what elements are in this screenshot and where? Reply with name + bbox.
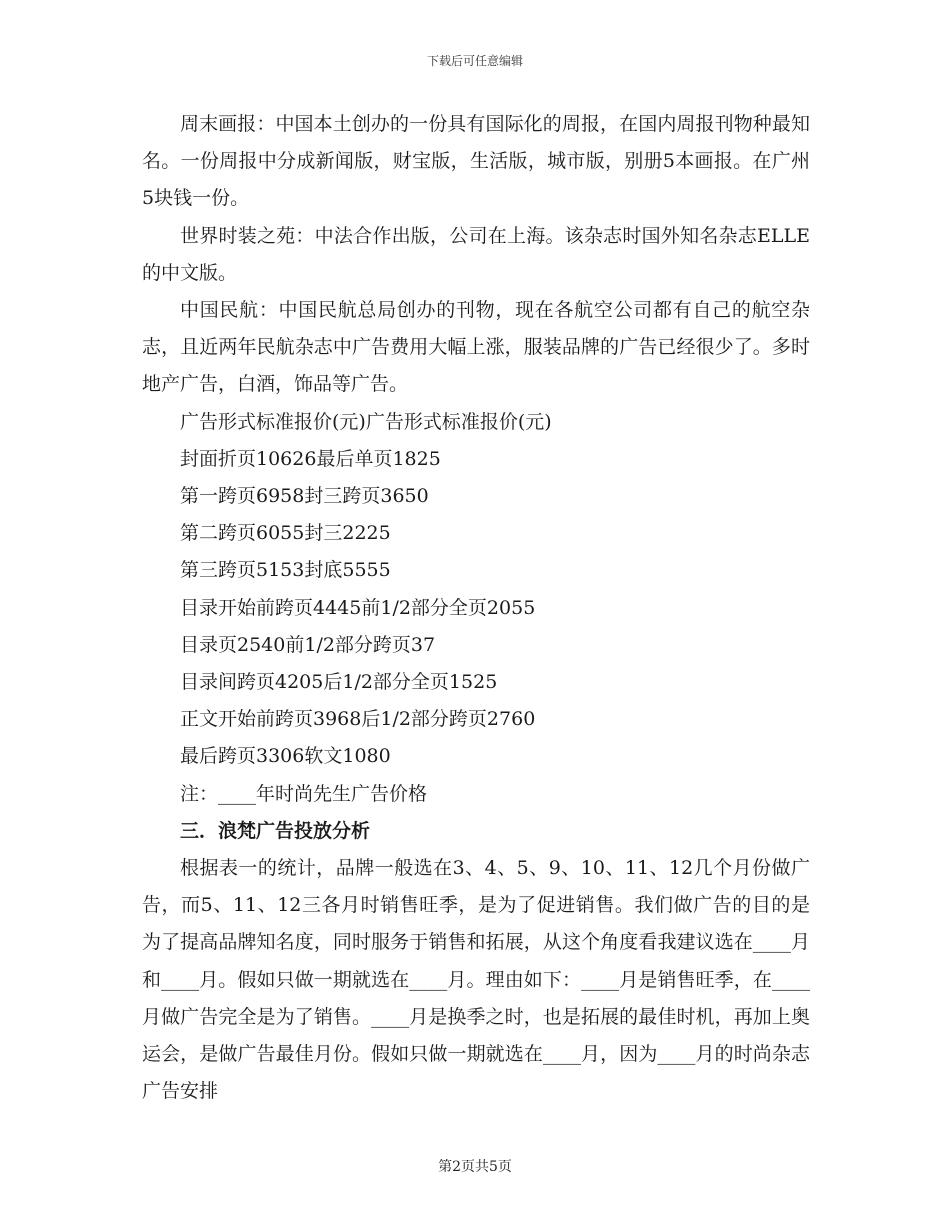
paragraph-weekend-pictorial: 周末画报：中国本土创办的一份具有国际化的周报，在国内周报刊物种最知名。一份周报中分成新闻版，财宝版，生活版，城市版，别册5本画报。在广州5块钱一份。 [142,113,810,210]
page-footer: 第2页共5页 [438,1159,512,1175]
price-row: 最后跨页3306软文1080 [180,745,391,768]
price-row: 目录间跨页4205后1/2部分全页1525 [180,671,498,694]
section-heading: 三．浪梵广告投放分析 [180,819,371,842]
paragraph-civil-aviation: 中国民航：中国民航总局创办的刊物，现在各航空公司都有自己的航空杂志，且近两年民航杂志中广告费用大幅上涨，服装品牌的广告已经很少了。多时地产广告，白酒，饰品等广告。 [142,299,810,396]
price-row: 第一跨页6958封三跨页3650 [180,485,429,508]
price-row: 第三跨页5153封底5555 [180,559,391,582]
paragraph-elle: 世界时装之苑：中法合作出版，公司在上海。该杂志时国外知名杂志ELLE的中文版。 [142,224,810,284]
price-row: 目录页2540前1/2部分跨页37 [180,633,436,656]
price-row: 目录开始前跨页4445前1/2部分全页2055 [180,596,536,619]
price-row: 第二跨页6055封三2225 [180,522,391,545]
price-row: 正文开始前跨页3968后1/2部分跨页2760 [180,708,536,731]
analysis-paragraph: 根据表一的统计，品牌一般选在3、4、5、9、10、11、12几个月份做广告，而5、11、12三各月时销售旺季，是为了促进销售。我们做广告的目的是为了提高品牌知名度，同时服务于销售和拓展，从这个角度看我建议选在____月和____月。假如只做一期就选在____月。理由如下：____月是销售旺季，在____月做广告完全是为了销售。____月是换季之时，也是拓展的最佳时机，再加上奥运会，是做广告最佳月份。假如只做一期就选在____月，因为____月的时尚杂志广告安排 [142,857,810,1103]
document-body [142,106,810,1110]
price-note: 注：____年时尚先生广告价格 [180,782,428,805]
price-row: 封面折页10626最后单页1825 [180,447,441,470]
page-header: 下载后可任意编辑 [426,54,523,68]
price-table-header: 广告形式标准报价(元)广告形式标准报价(元) [180,410,552,433]
